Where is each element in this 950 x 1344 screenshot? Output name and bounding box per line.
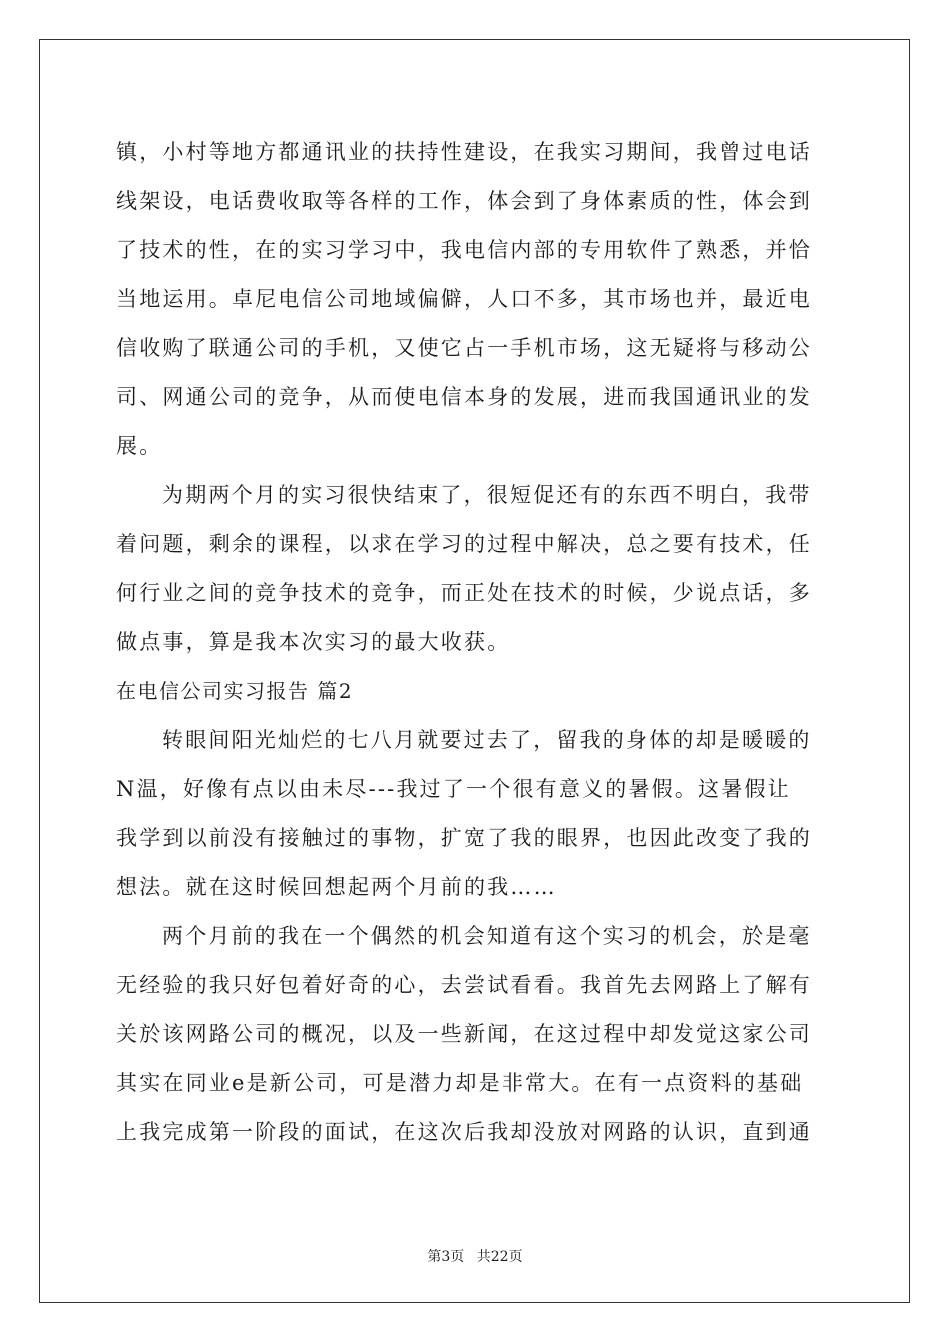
text-line: 线架设，电话费收取等各样的工作，体会到了身体素质的性，体会到 (116, 189, 812, 213)
text-line: 展。 (116, 434, 163, 458)
text-line: 转眼间阳光灿烂的七八月就要过去了，留我的身体的却是暖暖的 (162, 728, 812, 752)
text-line: 镇，小村等地方都通讯业的扶持性建设，在我实习期间，我曾过电话 (116, 140, 812, 164)
text-line: 司、网通公司的竞争，从而使电信本身的发展，进而我国通讯业的发 (116, 385, 812, 409)
section-heading: 在电信公司实习报告 篇2 (116, 679, 354, 703)
text-line: N温，好像有点以由未尽---我过了一个很有意义的暑假。这暑假让 (116, 777, 791, 801)
text-line: 两个月前的我在一个偶然的机会知道有这个实习的机会，於是毫 (162, 924, 812, 948)
text-line: 当地运用。卓尼电信公司地域偏僻，人口不多，其市场也并，最近电 (116, 287, 812, 311)
text-line: 信收购了联通公司的手机，又使它占一手机市场，这无疑将与移动公 (116, 336, 812, 360)
text-line: 为期两个月的实习很快结束了，很短促还有的东西不明白，我带 (162, 483, 812, 507)
text-line: 何行业之间的竞争技术的竞争，而正处在技术的时候，少说点话，多 (116, 581, 812, 605)
text-line: 其实在同业e是新公司，可是潜力却是非常大。在有一点资料的基础 (116, 1071, 804, 1095)
page-number: 第3页 (427, 1249, 465, 1265)
text-line: 无经验的我只好包着好奇的心，去尝试看看。我首先去网路上了解有 (116, 973, 812, 997)
text-line: 我学到以前没有接触过的事物，扩宽了我的眼界，也因此改变了我的 (116, 826, 812, 850)
paragraph-3 (116, 716, 832, 912)
text-line: 了技术的性，在的实习学习中，我电信内部的专用软件了熟悉，并恰 (116, 238, 812, 262)
page-footer (0, 1246, 950, 1266)
page-total: 共22页 (476, 1249, 523, 1265)
paragraph-4 (116, 912, 832, 1157)
text-line: 关於该网路公司的概况，以及一些新闻，在这过程中却发觉这家公司 (116, 1022, 812, 1046)
text-line: 想法。就在这时候回想起两个月前的我…… (116, 875, 557, 899)
text-line: 上我完成第一阶段的面试，在这次后我却没放对网路的认识，直到通 (116, 1120, 812, 1144)
text-line: 着问题，剩余的课程，以求在学习的过程中解决，总之要有技术，任 (116, 532, 812, 556)
paragraph-1 (116, 128, 832, 471)
paragraph-2 (116, 471, 832, 667)
text-line: 做点事，算是我本次实习的最大收获。 (116, 630, 511, 654)
document-body (116, 128, 832, 1157)
